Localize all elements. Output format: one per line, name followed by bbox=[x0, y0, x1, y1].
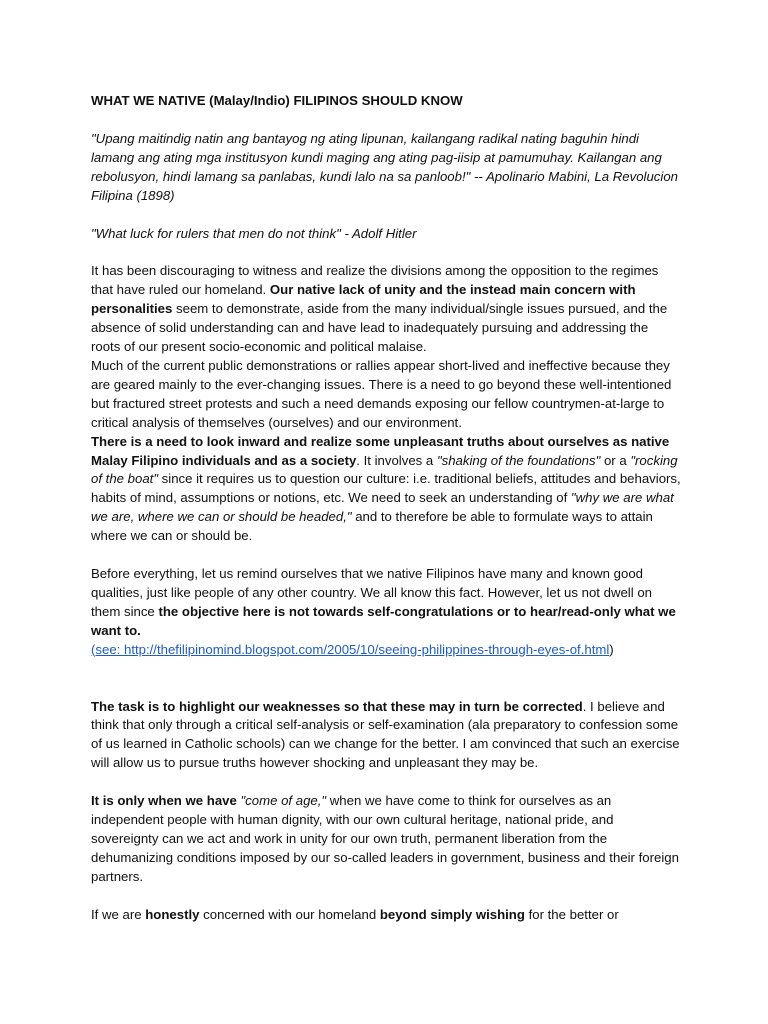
paragraph-bold-text: honestly bbox=[145, 906, 200, 922]
paragraph-task bbox=[91, 698, 681, 774]
paragraph-text: since it requires us to question our culture: i.e. traditional beliefs, attitudes and behaviors, habits of mind, assumptions or notions, etc. We need to seek an understanding of bbox=[91, 471, 681, 506]
paragraph-look-inward bbox=[91, 433, 681, 546]
paragraph-text: seem to demonstrate, aside from the many individual/single issues pursued, and the absence of solid understanding can and have lead to inadequately pursuing and addressing the roots of our present socio-economic and political malaise. bbox=[91, 301, 668, 355]
paragraph-bold-text: It is only when we have bbox=[91, 793, 241, 809]
link-close-paren: ) bbox=[609, 641, 614, 657]
paragraph-honestly bbox=[91, 906, 681, 925]
mabini-quote: "Upang maitindig natin ang bantayog ng ating lipunan, kailangang radikal nating baguhin hindi lamang ang ating mga institusyon kundi maging ang ating pag-iisip at pamumuhay. Kailangan ang rebolusyon, hindi lamang sa panlabas, kundi lalo na sa panloob!" -- Apolinario Mabini, La Revolucion Filipina (1898) bbox=[91, 130, 679, 203]
paragraph-text: for the better or bbox=[524, 906, 619, 922]
paragraph-bold-text: beyond simply wishing bbox=[379, 906, 525, 922]
paragraph-italic-text: "shaking of the foundations" bbox=[436, 452, 601, 468]
paragraph-bold-text: The task is to highlight our weaknesses so that these may in turn be corrected bbox=[91, 698, 583, 714]
paragraph-demonstrations: Much of the current public demonstrations or rallies appear short-lived and ineffective because they are geared mainly to the ever-changing issues. There is a need to go beyond these well-intentioned but fractured street protests and such a need demands exposing our fellow countrymen-at-large to critical analysis of themselves (ourselves) and our environment. bbox=[91, 357, 672, 430]
paragraph-text: . It involves a bbox=[356, 452, 437, 468]
paragraph-text: . I believe and think that only through a critical self-analysis or self-examination (ala preparatory to confession some of us learned in Catholic schools) can we change for the better. I am convinced that such an exercise will allow us to pursue truths however shocking and unpleasant they may be. bbox=[91, 698, 680, 771]
hitler-quote: "What luck for rulers that men do not think" - Adolf Hitler bbox=[91, 225, 417, 241]
paragraph-good-qualities bbox=[91, 565, 681, 660]
paragraph-come-of-age bbox=[91, 792, 681, 887]
paragraph-italic-text: "why we are what we are, where we can or should be headed," bbox=[91, 490, 674, 525]
paragraph-text: and to therefore be able to formulate ways to attain where we can or should be. bbox=[91, 509, 653, 544]
paragraph-bold-text: There is a need to look inward and realize some unpleasant truths about ourselves as native Malay Filipino individuals and as a society bbox=[91, 433, 670, 468]
paragraph-text: concerned with our homeland bbox=[199, 906, 380, 922]
paragraph-bold-text: the objective here is not towards self-congratulations or to hear/read-only what we want to. bbox=[91, 603, 676, 638]
paragraph-text: If we are bbox=[91, 906, 146, 922]
paragraph-italic-text: "rocking of the boat" bbox=[91, 452, 678, 487]
document-title: WHAT WE NATIVE (Malay/Indio) FILIPINOS SHOULD KNOW bbox=[91, 93, 463, 108]
paragraph-italic-text: "come of age," bbox=[240, 793, 327, 809]
paragraph-bold-text: Our native lack of unity and the instead main concern with personalities bbox=[91, 282, 636, 317]
paragraph-text: when we have come to think for ourselves as an independent people with human dignity, with our own cultural heritage, national pride, and sovereignty can we act and work in unity for our own truth, permanent liberation from the dehumanizing conditions imposed by our so-called leaders in government, business and their foreign partners. bbox=[91, 793, 679, 884]
paragraph-text: Before everything, let us remind ourselves that we native Filipinos have many and known good qualities, just like people of any other country. We all know this fact. However, let us not dwell on them since bbox=[91, 566, 653, 619]
paragraph-text: or a bbox=[600, 452, 631, 468]
paragraph-text: It has been discouraging to witness and realize the divisions among the opposition to the regimes that have ruled our homeland. bbox=[91, 263, 659, 298]
blog-link[interactable]: (see: http://thefilipinomind.blogspot.com/2005/10/seeing-philippines-through-eyes-of.html bbox=[91, 641, 610, 657]
paragraph-divisions bbox=[91, 262, 681, 357]
document-page bbox=[91, 92, 681, 925]
